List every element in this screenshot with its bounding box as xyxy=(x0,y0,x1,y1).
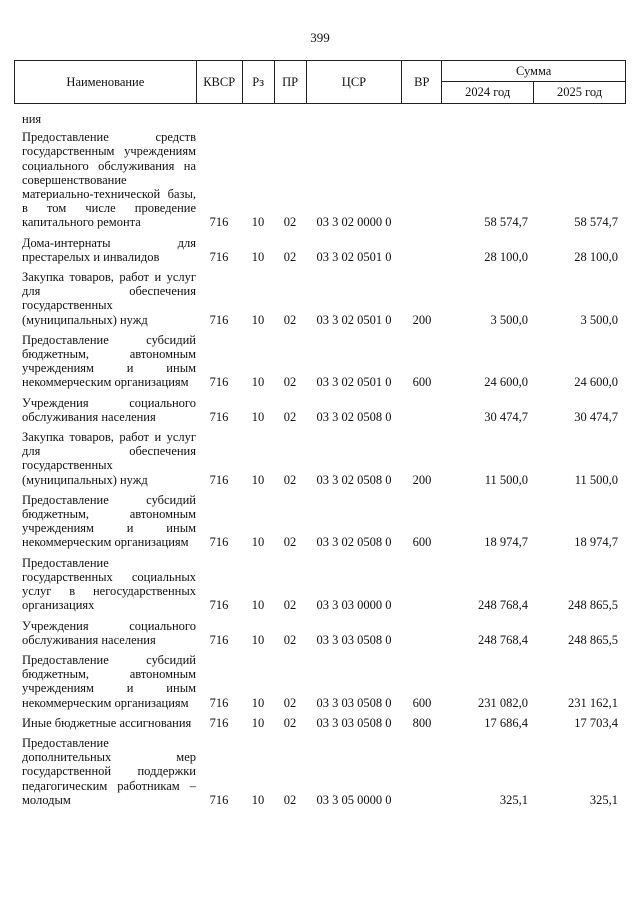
cell-s2024: 24 600,0 xyxy=(484,375,528,390)
header-sum: Сумма xyxy=(442,61,626,82)
table-row xyxy=(14,736,626,807)
cell-kvsr: 716 xyxy=(209,472,229,487)
cell-rz: 10 xyxy=(251,695,265,710)
header-2024: 2024 год xyxy=(442,82,534,104)
cell-name: Предоставление государственных социальных услуг в негосударственных организациях xyxy=(22,555,196,613)
cell-csr: 03 3 03 0508 0 xyxy=(316,632,392,647)
rows-container xyxy=(14,130,626,807)
cell-s2024: 248 768,4 xyxy=(478,632,528,647)
cell-kvsr: 716 xyxy=(209,695,229,710)
cell-s2024: 11 500,0 xyxy=(484,472,528,487)
cell-name: Иные бюджетные ассигнования xyxy=(22,715,192,730)
header-rz: Рз xyxy=(242,61,274,104)
table-row xyxy=(14,493,626,550)
cell-kvsr: 716 xyxy=(209,249,229,264)
cell-s2024: 18 974,7 xyxy=(484,535,528,550)
cell-pr: 02 xyxy=(283,215,297,230)
table-row xyxy=(14,130,626,229)
header-vr: ВР xyxy=(402,61,442,104)
cell-rz: 10 xyxy=(251,409,265,424)
cell-kvsr: 716 xyxy=(209,792,229,807)
table-row xyxy=(14,430,626,487)
cell-s2025: 58 574,7 xyxy=(574,215,618,230)
cell-csr: 03 3 02 0508 0 xyxy=(316,409,392,424)
table-row xyxy=(14,396,626,424)
cell-csr: 03 3 03 0508 0 xyxy=(316,715,392,730)
cell-s2025: 248 865,5 xyxy=(568,632,618,647)
cell-rz: 10 xyxy=(251,632,265,647)
cell-pr: 02 xyxy=(283,598,297,613)
cell-vr: 600 xyxy=(412,695,432,710)
cell-kvsr: 716 xyxy=(209,312,229,327)
cell-rz: 10 xyxy=(251,472,265,487)
cell-rz: 10 xyxy=(251,598,265,613)
cell-name: Предоставление средств государственным учреждениям социального обслуживания на совершенствование материально-технической базы, в том числе проведение капитального ремонта xyxy=(22,130,196,230)
cell-rz: 10 xyxy=(251,535,265,550)
header-name: Наименование xyxy=(15,61,197,104)
cell-rz: 10 xyxy=(251,249,265,264)
table-body xyxy=(14,112,626,813)
cell-s2024: 3 500,0 xyxy=(490,312,528,327)
cell-s2025: 30 474,7 xyxy=(574,409,618,424)
cell-rz: 10 xyxy=(251,375,265,390)
cell-name: Предоставление субсидий бюджетным, автономным учреждениям и иным некоммерческим организациям xyxy=(22,332,196,390)
cell-s2025: 325,1 xyxy=(589,792,618,807)
cell-s2025: 231 162,1 xyxy=(568,695,618,710)
cell-name: Предоставление субсидий бюджетным, автономным учреждениям и иным некоммерческим организациям xyxy=(22,652,196,710)
cell-s2025: 11 500,0 xyxy=(574,472,618,487)
cell-kvsr: 716 xyxy=(209,632,229,647)
cell-pr: 02 xyxy=(283,715,297,730)
cell-csr: 03 3 02 0501 0 xyxy=(316,375,392,390)
cell-csr: 03 3 02 0501 0 xyxy=(316,312,392,327)
cell-pr: 02 xyxy=(283,535,297,550)
header-csr: ЦСР xyxy=(306,61,402,104)
cell-s2025: 248 865,5 xyxy=(568,598,618,613)
cell-s2024: 231 082,0 xyxy=(478,695,528,710)
cell-pr: 02 xyxy=(283,409,297,424)
cell-pr: 02 xyxy=(283,312,297,327)
header-2025: 2025 год xyxy=(534,82,626,104)
cell-name: Предоставление субсидий бюджетным, автономным учреждениям и иным некоммерческим организациям xyxy=(22,492,196,550)
table-row xyxy=(14,236,626,264)
cell-csr: 03 3 03 0508 0 xyxy=(316,695,392,710)
cell-pr: 02 xyxy=(283,695,297,710)
table-row xyxy=(14,556,626,613)
cell-pr: 02 xyxy=(283,632,297,647)
cell-pr: 02 xyxy=(283,792,297,807)
table-row xyxy=(14,653,626,710)
header-kvsr: КВСР xyxy=(196,61,242,104)
cell-csr: 03 3 02 0000 0 xyxy=(316,215,392,230)
cell-vr: 200 xyxy=(412,312,432,327)
cell-kvsr: 716 xyxy=(209,409,229,424)
cell-name: Учреждения социального обслуживания населения xyxy=(22,618,196,647)
table-row xyxy=(14,333,626,390)
cell-pr: 02 xyxy=(283,375,297,390)
cell-vr: 200 xyxy=(412,472,432,487)
cell-name: Предоставление дополнительных мер государственной поддержки педагогическим работникам – молодым xyxy=(22,735,196,807)
table-header xyxy=(14,60,626,104)
table-row xyxy=(14,270,626,327)
cell-rz: 10 xyxy=(251,792,265,807)
cell-kvsr: 716 xyxy=(209,598,229,613)
header-pr: ПР xyxy=(274,61,306,104)
cell-vr: 800 xyxy=(412,715,432,730)
cell-csr: 03 3 02 0501 0 xyxy=(316,249,392,264)
cell-kvsr: 716 xyxy=(209,715,229,730)
table-row xyxy=(14,716,626,730)
cell-vr: 600 xyxy=(412,535,432,550)
cell-csr: 03 3 02 0508 0 xyxy=(316,535,392,550)
cell-s2025: 18 974,7 xyxy=(574,535,618,550)
cell-s2025: 28 100,0 xyxy=(574,249,618,264)
cell-pr: 02 xyxy=(283,249,297,264)
cell-s2024: 325,1 xyxy=(499,792,528,807)
cell-kvsr: 716 xyxy=(209,215,229,230)
page-number: 399 xyxy=(310,30,330,45)
cell-s2025: 24 600,0 xyxy=(574,375,618,390)
cell-vr: 600 xyxy=(412,375,432,390)
cell-name: Учреждения социального обслуживания населения xyxy=(22,395,196,424)
cell-rz: 10 xyxy=(251,215,265,230)
cell-name: Дома-интернаты для престарелых и инвалидов xyxy=(22,235,196,264)
cell-name: Закупка товаров, работ и услуг для обеспечения государственных (муниципальных) нужд xyxy=(22,430,196,487)
cell-s2024: 17 686,4 xyxy=(484,715,528,730)
cell-kvsr: 716 xyxy=(209,535,229,550)
cell-rz: 10 xyxy=(251,312,265,327)
cell-csr: 03 3 03 0000 0 xyxy=(316,598,392,613)
cell-rz: 10 xyxy=(251,715,265,730)
cell-s2024: 28 100,0 xyxy=(484,249,528,264)
continuation-text: ния xyxy=(22,112,42,126)
table-row xyxy=(14,619,626,647)
cell-s2024: 30 474,7 xyxy=(484,409,528,424)
cell-kvsr: 716 xyxy=(209,375,229,390)
cell-pr: 02 xyxy=(283,472,297,487)
cell-s2024: 248 768,4 xyxy=(478,598,528,613)
cell-s2025: 3 500,0 xyxy=(580,312,618,327)
cell-s2025: 17 703,4 xyxy=(574,715,618,730)
cell-csr: 03 3 05 0000 0 xyxy=(316,792,392,807)
cell-s2024: 58 574,7 xyxy=(484,215,528,230)
cell-name: Закупка товаров, работ и услуг для обеспечения государственных (муниципальных) нужд xyxy=(22,270,196,327)
cell-csr: 03 3 02 0508 0 xyxy=(316,472,392,487)
